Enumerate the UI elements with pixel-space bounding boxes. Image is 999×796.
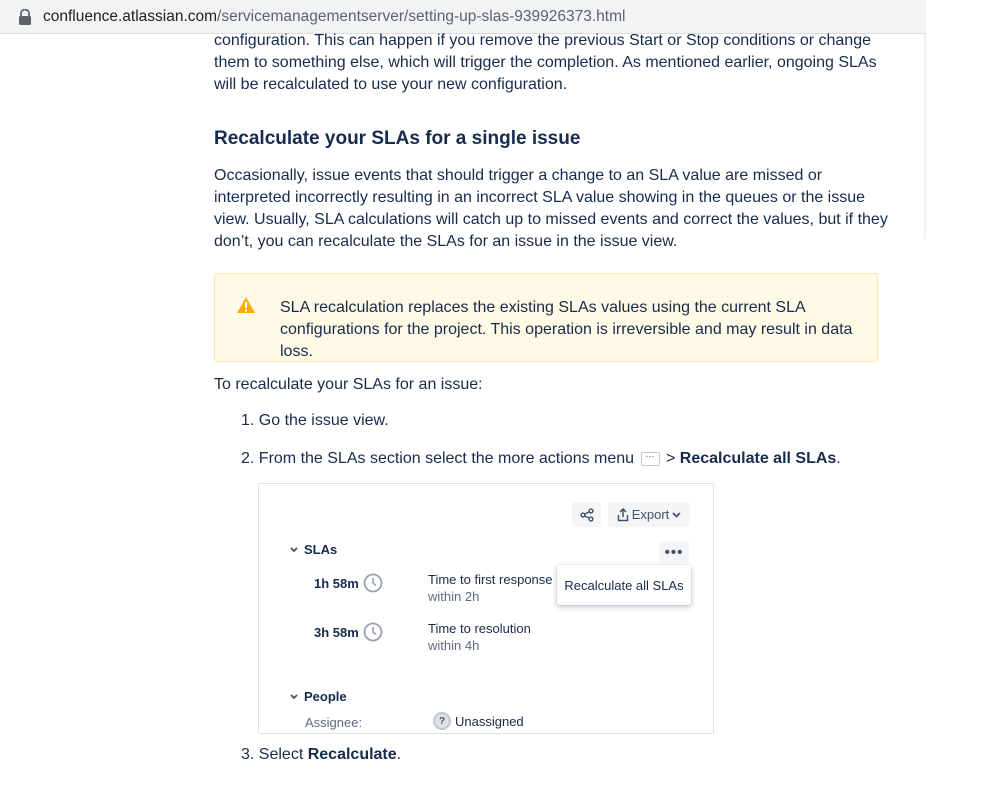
people-heading: People [304, 689, 347, 704]
sla-goal-name: Time to resolution [428, 621, 531, 636]
warning-text: SLA recalculation replaces the existing SLAs values using the current SLA configurations for the project. This operation is irreversible and may result in data loss. [280, 299, 853, 360]
step-2-separator: > [665, 450, 676, 467]
export-label: Export [631, 507, 670, 522]
section-heading: Recalculate your SLAs for a single issue [214, 128, 581, 149]
sla-goal-within: within 4h [428, 638, 480, 653]
chevron-down-icon [289, 693, 299, 701]
chevron-down-icon [672, 512, 681, 518]
issue-view-screenshot [258, 483, 714, 734]
sla-time [314, 573, 383, 593]
paragraph-configuration: configuration. This can happen if you remove the previous Start or Stop conditions or change them to something else, which will trigger the completion. As mentioned earlier, ongoing SLAs will be recalculated to use your new configuration. [214, 32, 877, 93]
sla-time [314, 622, 383, 642]
step-1-text: 1. Go the issue view. [241, 412, 389, 429]
sla-goal [428, 572, 553, 604]
step-2-text: 2. From the SLAs section select the more actions menu [241, 450, 635, 467]
address-bar[interactable] [0, 0, 926, 34]
warning-panel [214, 273, 878, 362]
recalculate-all-slas-menu-item[interactable]: Recalculate all SLAs [557, 565, 691, 605]
sla-time-value: 1h 58m [314, 575, 359, 591]
sla-goal-name: Time to first response [428, 572, 553, 587]
sla-goal [428, 621, 531, 653]
sla-time-value: 3h 58m [314, 624, 359, 640]
paragraph-occasionally: Occasionally, issue events that should trigger a change to an SLA value are missed or interpreted incorrectly resulting in an incorrect SLA value showing in the queues or the issue view. Usually, SLA calculations will catch up to missed events and correct the values, but if they don’t, you can recalculate the SLAs for an issue in the issue view. [214, 167, 888, 250]
scrollbar-track[interactable] [924, 34, 926, 239]
assignee-value: Unassigned [455, 713, 524, 729]
slas-heading: SLAs [304, 542, 338, 557]
lock-icon [18, 9, 32, 25]
step-3-text: 3. Select [241, 746, 304, 763]
step-1 [241, 412, 389, 430]
chevron-down-icon [289, 546, 299, 554]
step-3-end: . [396, 746, 402, 763]
step-3 [241, 746, 401, 764]
more-actions-button[interactable]: ••• [659, 541, 689, 563]
clock-icon [363, 573, 383, 593]
export-button[interactable] [608, 502, 690, 527]
url-host: confluence.atlassian.com [43, 7, 218, 25]
step-2-end: . [836, 450, 841, 467]
slas-section-header[interactable] [289, 542, 337, 557]
step-3-bold: Recalculate [307, 746, 397, 763]
assignee-label: Assignee: [305, 715, 363, 730]
share-button[interactable] [572, 502, 601, 527]
assignee-field[interactable] [433, 712, 524, 730]
url-text[interactable] [43, 8, 625, 26]
clock-icon [363, 622, 383, 642]
export-icon [617, 508, 629, 522]
question-avatar-icon: ? [433, 712, 451, 730]
steps-intro: To recalculate your SLAs for an issue: [214, 376, 483, 393]
warning-icon [236, 296, 256, 314]
more-actions-kbd-icon: ··· [641, 452, 660, 466]
share-icon [580, 508, 594, 522]
sla-goal-within: within 2h [428, 589, 480, 604]
step-2-bold: Recalculate all SLAs [679, 450, 837, 467]
people-section-header[interactable] [289, 689, 347, 704]
step-2 [241, 450, 841, 468]
url-path: /servicemanagementserver/setting-up-slas-939926373.html [217, 7, 626, 25]
